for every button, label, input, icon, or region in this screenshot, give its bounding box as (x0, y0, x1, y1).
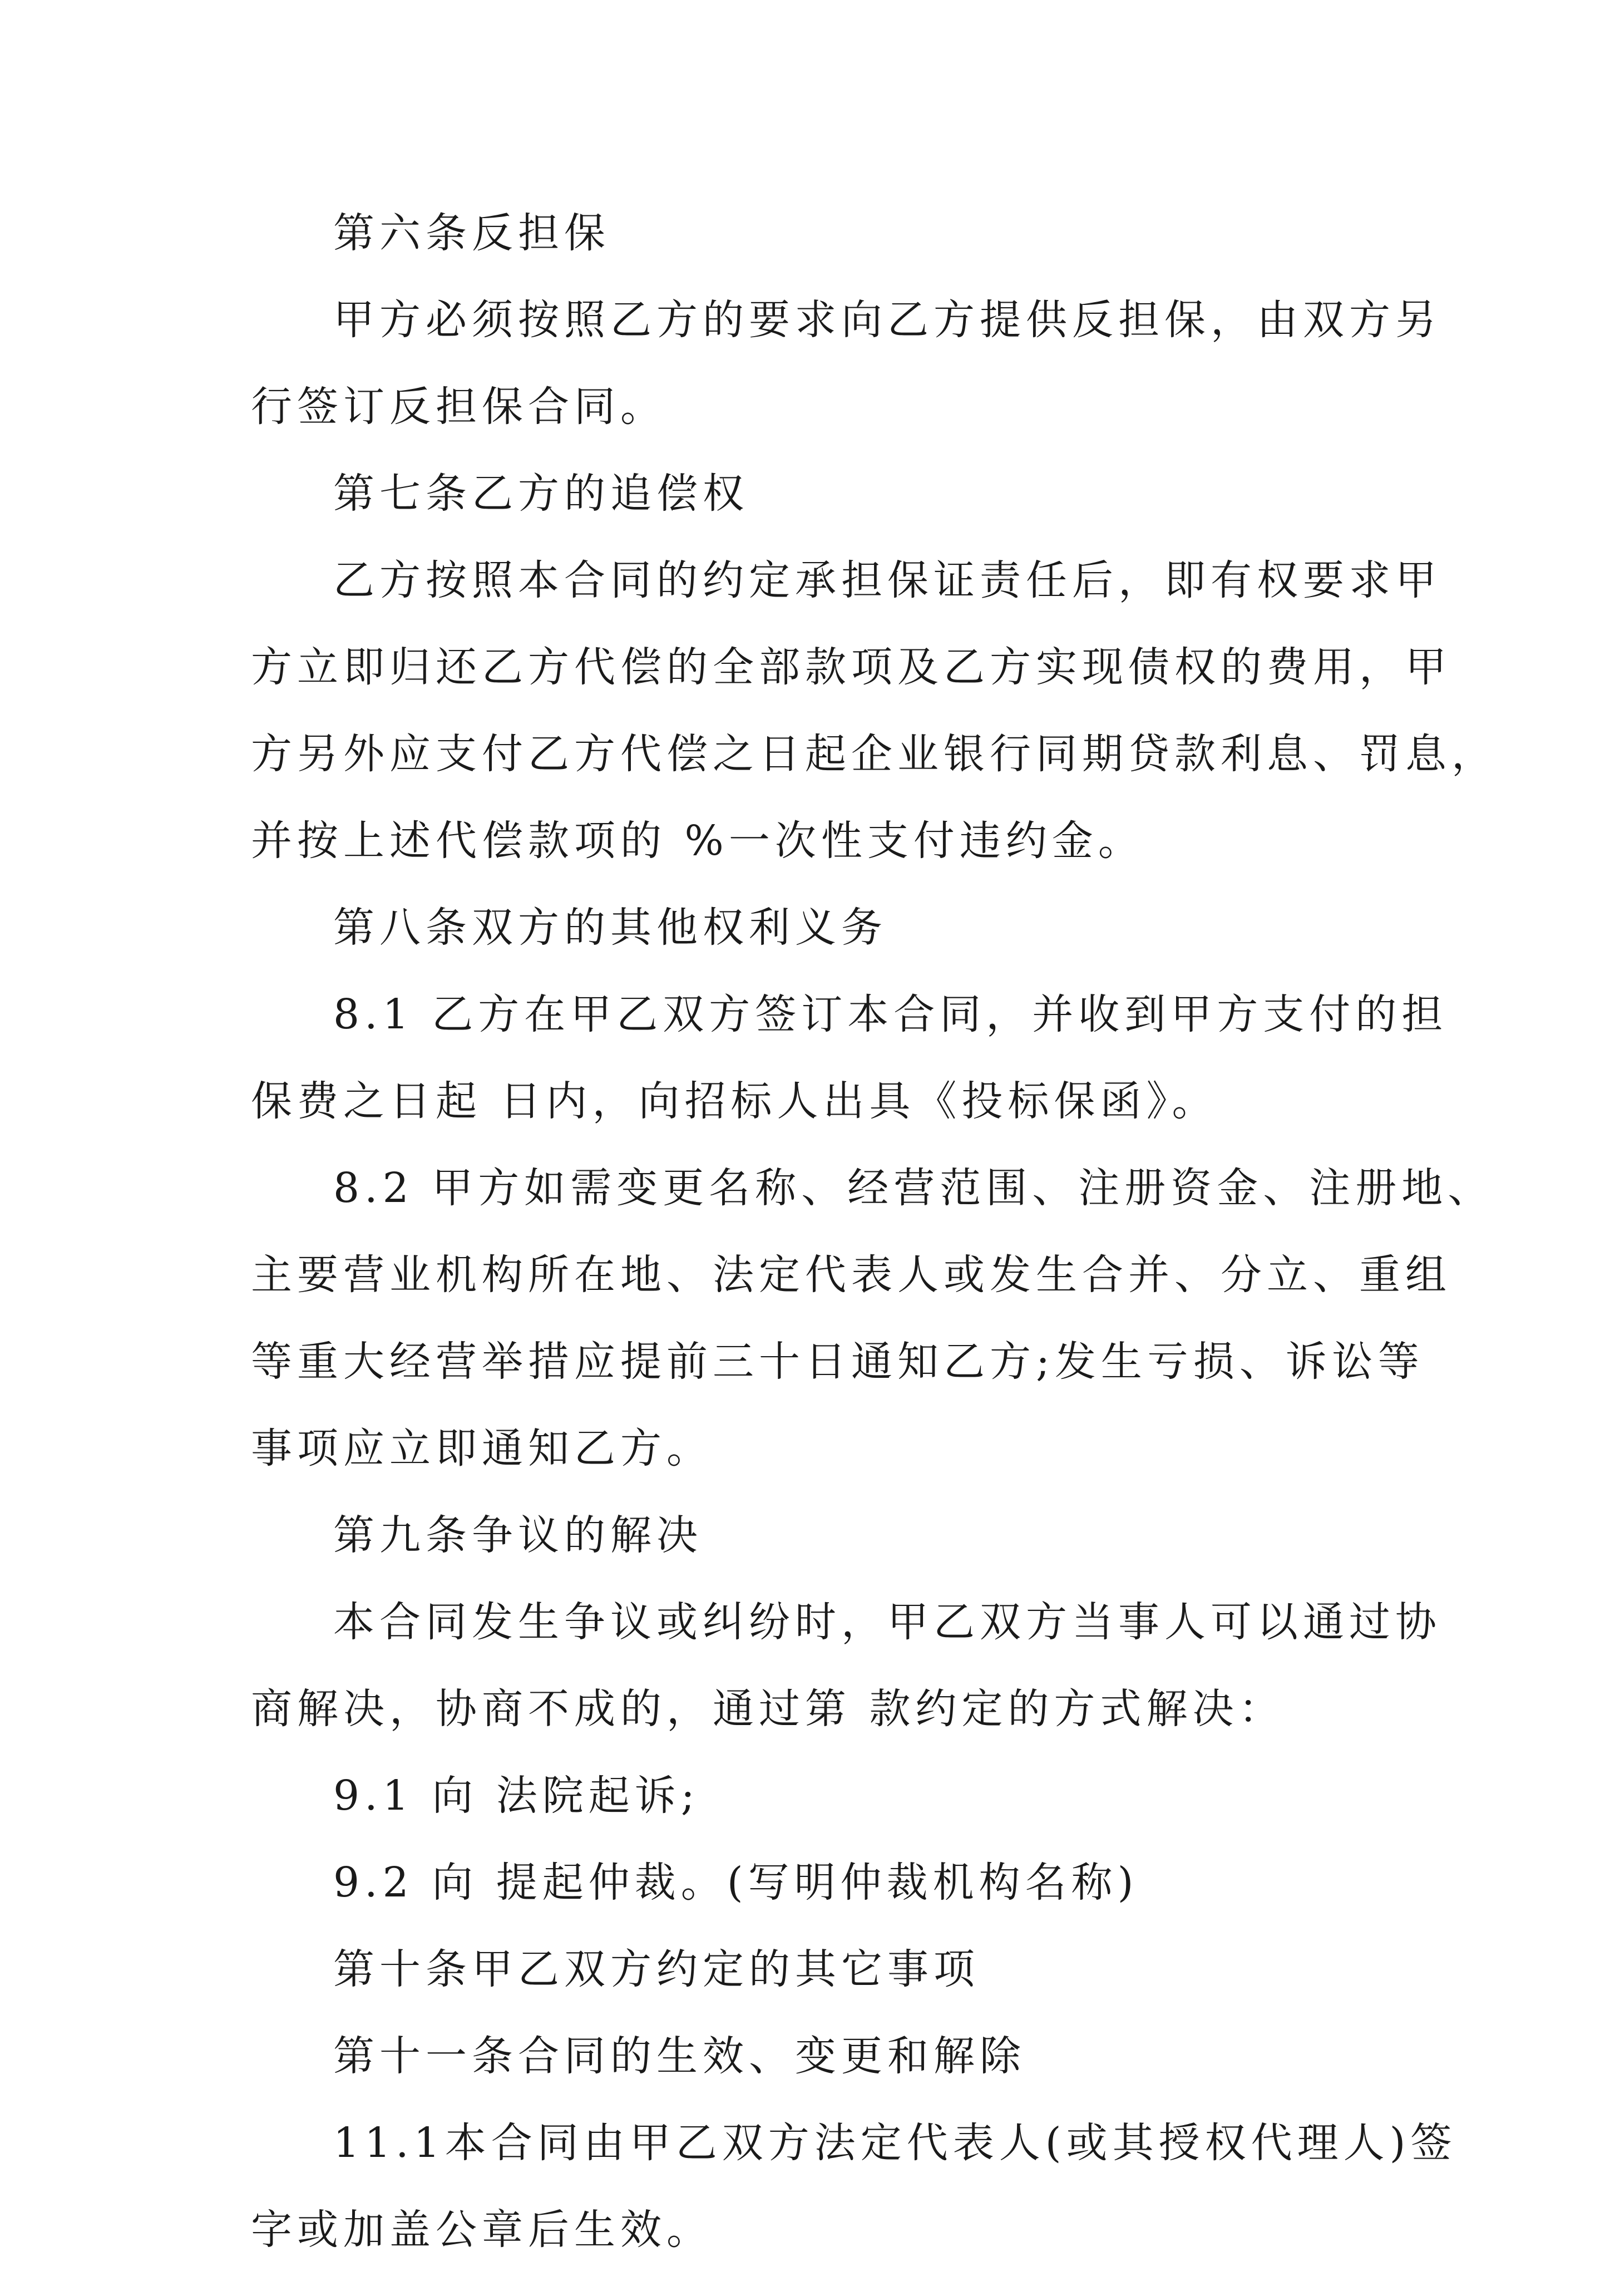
article-7-text-line-2: 方立即归还乙方代偿的全部款项及乙方实现债权的费用，甲 (251, 643, 1451, 691)
clause-9-1: 9.1 向 法院起诉; (333, 1772, 700, 1820)
clause-9-2: 9.2 向 提起仲裁。(写明仲裁机构名称) (333, 1859, 1139, 1906)
clause-8-2-line-3: 等重大经营举措应提前三十日通知乙方;发生亏损、诉讼等 (251, 1338, 1424, 1386)
article-8-heading: 第八条双方的其他权利义务 (333, 904, 887, 952)
clause-8-2-line-2: 主要营业机构所在地、法定代表人或发生合并、分立、重组 (251, 1251, 1451, 1299)
article-9-text-line-2: 商解决，协商不成的，通过第 款约定的方式解决： (251, 1685, 1285, 1733)
article-11-heading: 第十一条合同的生效、变更和解除 (333, 2032, 1026, 2080)
clause-11-1-line-2: 字或加盖公章后生效。 (251, 2206, 713, 2254)
clause-11-1-line-1: 11.1本合同由甲乙双方法定代表人(或其授权代理人)签 (333, 2119, 1457, 2167)
article-6-heading: 第六条反担保 (333, 209, 610, 257)
article-9-heading: 第九条争议的解决 (333, 1511, 703, 1559)
article-6-text-line-2: 行签订反担保合同。 (251, 383, 666, 431)
clause-8-1-line-1: 8.1 乙方在甲乙双方签订本合同，并收到甲方支付的担 (333, 991, 1448, 1038)
article-7-text-line-3: 方另外应支付乙方代偿之日起企业银行同期贷款利息、罚息， (251, 730, 1498, 778)
article-10-heading: 第十条甲乙双方约定的其它事项 (333, 1945, 980, 1993)
article-7-text-line-4: 并按上述代偿款项的 %一次性支付违约金。 (251, 817, 1144, 865)
clause-8-2-line-1: 8.2 甲方如需变更名称、经营范围、注册资金、注册地、 (333, 1164, 1494, 1212)
clause-8-1-line-2: 保费之日起 日内，向招标人出具《投标保函》。 (251, 1077, 1218, 1125)
clause-8-2-line-4: 事项应立即通知乙方。 (251, 1425, 713, 1472)
document-body (251, 209, 1498, 2296)
article-9-text-line-1: 本合同发生争议或纠纷时，甲乙双方当事人可以通过协 (333, 1598, 1441, 1646)
article-7-heading: 第七条乙方的追偿权 (333, 470, 749, 518)
article-6-text-line-1: 甲方必须按照乙方的要求向乙方提供反担保，由双方另 (333, 296, 1441, 344)
article-7-text-line-1: 乙方按照本合同的约定承担保证责任后，即有权要求甲 (333, 556, 1441, 604)
